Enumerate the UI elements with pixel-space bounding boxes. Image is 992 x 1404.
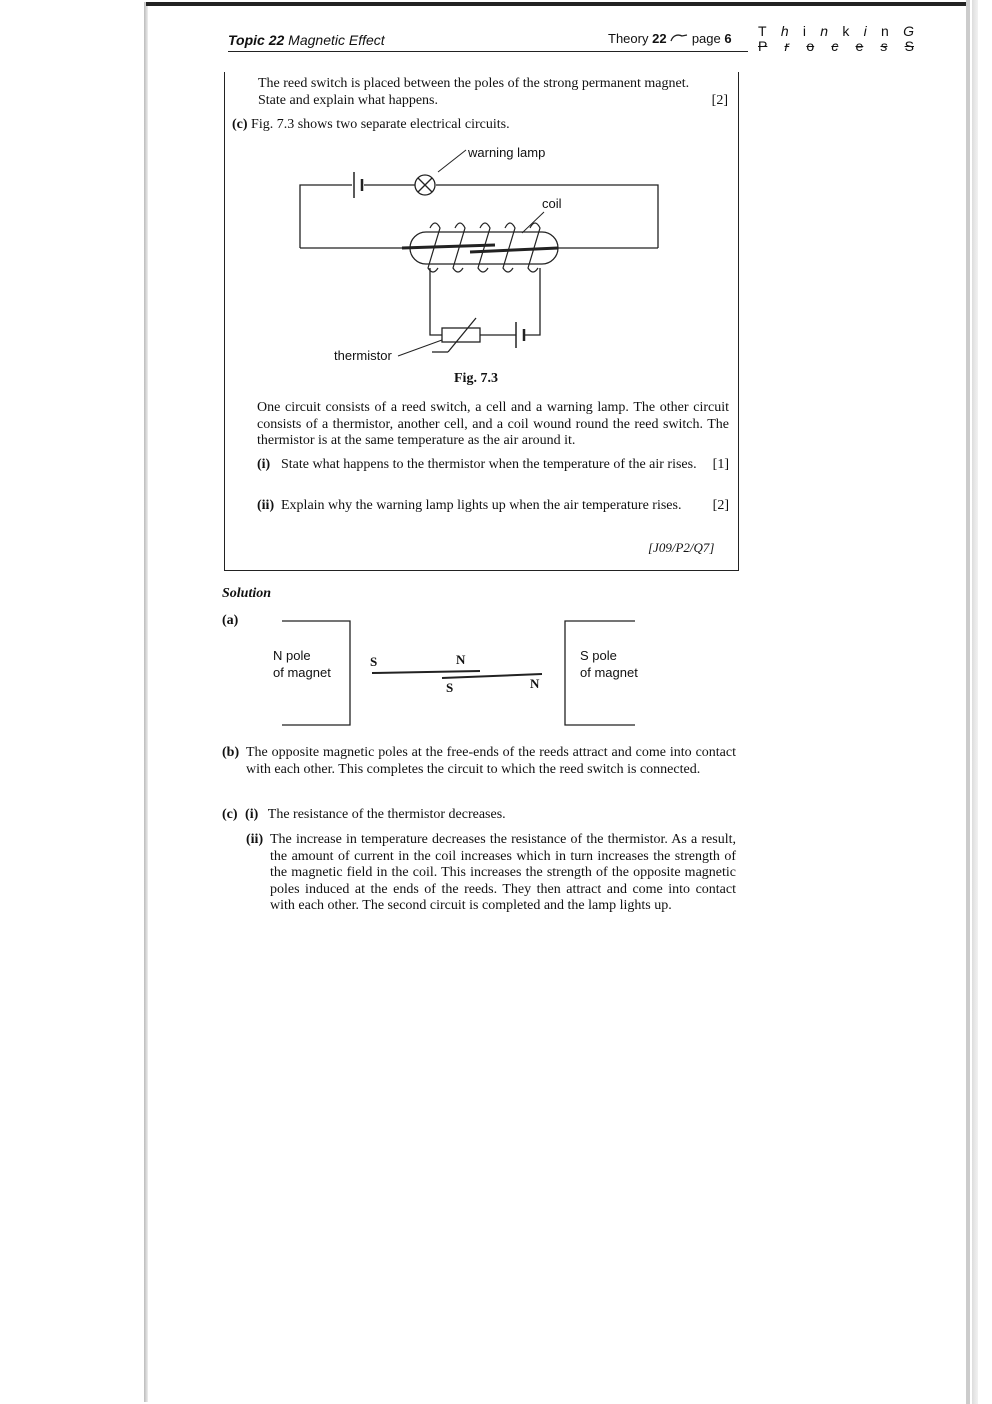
reed-text-line2: State and explain what happens. [258, 92, 439, 108]
question-c-ii [257, 498, 729, 515]
question-reference: [J09/P2/Q7] [648, 540, 715, 555]
question-c-i-label: (i) [257, 457, 271, 472]
question-c [232, 117, 732, 134]
logo-letter: c [831, 38, 839, 54]
warning-lamp-icon [415, 175, 435, 195]
process-word [758, 39, 914, 54]
thinking-word [758, 24, 914, 39]
question-c-ii-label: (ii) [257, 498, 275, 513]
logo-letter: n [820, 23, 829, 39]
marks-c-ii: [2] [712, 498, 729, 513]
thermistor-label: thermistor [334, 348, 392, 363]
solution-c-ii-text: The increase in temperature decreases the resistance of the thermistor. As a result, the amount of current in the coil increases which in turn increases the strength of the magnetic field in the coil. This increases the strength of the opposite magnetic poles induced at the ends of the reeds. They then attract and come into contact with each other. The second circuit is completed and the lamp lights up. [270, 832, 736, 913]
question-b-continuation [258, 76, 728, 109]
hand-icon [670, 31, 692, 46]
solution-c-i [222, 807, 736, 824]
logo-letter: s [880, 38, 888, 54]
logo-letter: o [806, 38, 815, 54]
figure-7-3-circuit [290, 140, 670, 370]
reed-text-line1: The reed switch is placed between the poles of the strong permanent magnet. [258, 76, 690, 91]
question-c-ii-text: Explain why the warning lamp lights up when the air temperature rises. [281, 498, 682, 513]
n-pole-line1: N pole [273, 648, 311, 663]
logo-letter: k [842, 23, 850, 39]
theory-number: 22 [652, 31, 667, 46]
logo-letter: r [784, 38, 790, 54]
question-paragraph: One circuit consists of a reed switch, a cell and a warning lamp. The other circuit consists of a thermistor, another cell, and a coil wound round the reed switch. The thermistor is at the same temperature as the air around it. [257, 400, 729, 448]
solution-b [222, 745, 736, 778]
reed-upper-pole-s: S [370, 654, 378, 669]
solution-c-i-label: (i) [245, 807, 259, 822]
logo-letter: e [855, 38, 864, 54]
theory-label: Theory [608, 31, 649, 46]
question-c-i [257, 457, 729, 474]
question-c-label: (c) [232, 117, 248, 132]
topic-title: Magnetic Effect [288, 32, 385, 48]
solution-c-i-text: The resistance of the thermistor decreases. [267, 807, 506, 822]
logo-letter: i [863, 23, 867, 39]
reed-lower-pole-s: S [446, 680, 454, 695]
solution-c-label: (c) [222, 807, 238, 822]
reed-lower [442, 674, 542, 678]
question-c-i-text: State what happens to the thermistor when the temperature of the air rises. [281, 457, 697, 472]
scan-top-edge [146, 2, 966, 6]
reed-upper [372, 671, 480, 673]
reed-lower-pole-n: N [530, 676, 540, 691]
topic-number: Topic 22 [228, 32, 285, 48]
logo-letter: S [904, 38, 914, 54]
solution-c-ii [246, 832, 736, 915]
coil-label: coil [542, 196, 562, 211]
solution-b-label: (b) [222, 745, 240, 760]
warning-lamp-label: warning lamp [468, 145, 546, 160]
logo-letter: T [758, 23, 767, 39]
logo-letter: h [780, 23, 789, 39]
page-number: 6 [724, 31, 732, 46]
thinking-process-logo [758, 24, 914, 54]
solution-b-text: The opposite magnetic poles at the free-ends of the reeds attract and come into contact with each other. This completes the circuit to which the reed switch is connected. [246, 745, 736, 777]
wire-top-left [300, 185, 352, 248]
solution-title: Solution [222, 586, 272, 601]
wire-cell-coil [524, 268, 540, 335]
theory-page-header [608, 31, 732, 46]
s-pole-line2: of magnet [580, 665, 638, 680]
logo-letter: n [881, 23, 889, 39]
page-label: page [691, 31, 721, 46]
logo-letter: G [903, 23, 914, 39]
wire-coil-thermistor [430, 268, 442, 335]
figure-caption: Fig. 7.3 [454, 371, 498, 386]
logo-letter: P [758, 38, 768, 54]
wire-top-right [436, 185, 658, 248]
reed-blade-left [402, 245, 495, 248]
question-c-text: Fig. 7.3 shows two separate electrical circuits. [251, 117, 510, 132]
solution-c-ii-label: (ii) [246, 832, 264, 847]
scan-left-edge [144, 2, 148, 1402]
marks-b: [2] [711, 92, 728, 108]
logo-letter: i [802, 23, 807, 39]
scan-right-margin [972, 0, 978, 1404]
marks-c-i: [1] [712, 457, 729, 472]
solution-a-label: (a) [222, 613, 239, 628]
page-topic-header [228, 32, 385, 48]
reed-upper-pole-n: N [456, 652, 466, 667]
n-pole-line2: of magnet [273, 665, 331, 680]
scan-right-edge [966, 0, 970, 1404]
solution-a-diagram [250, 615, 640, 733]
s-pole-line1: S pole [580, 648, 617, 663]
header-rule [228, 51, 748, 52]
